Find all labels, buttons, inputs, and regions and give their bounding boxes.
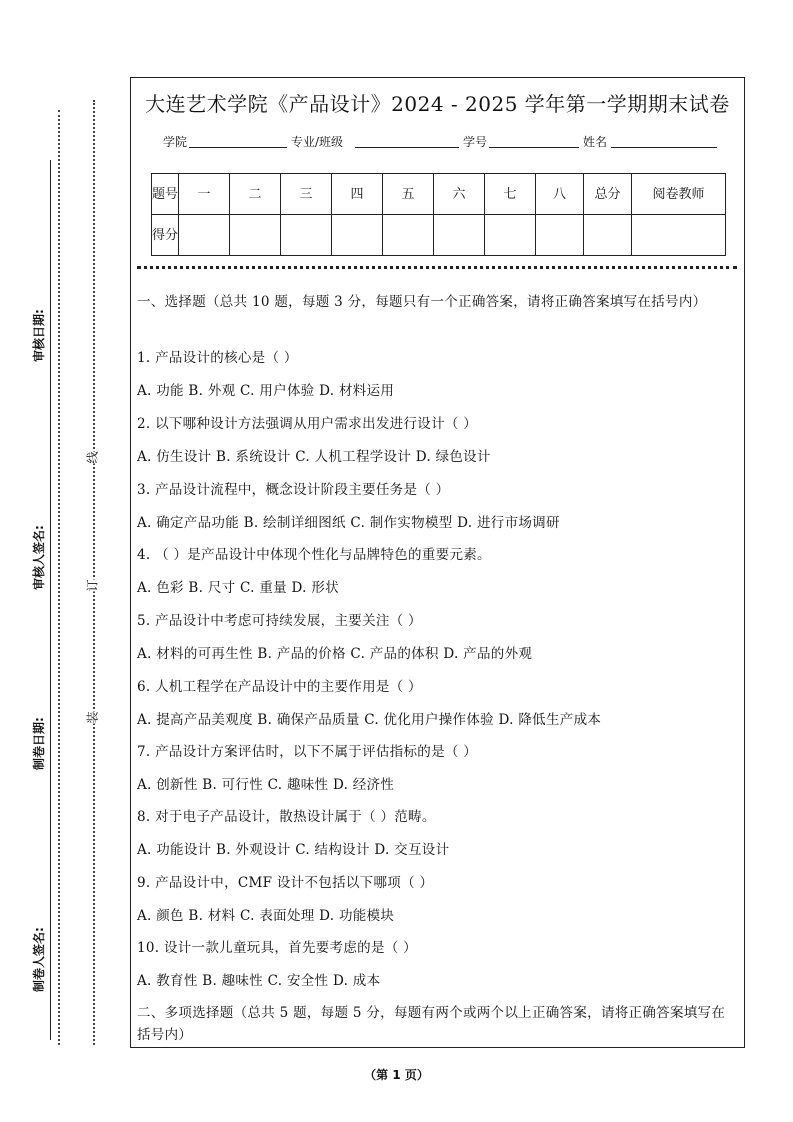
question-3-options: A. 确定产品功能 B. 绘制详细图纸 C. 制作实物模型 D. 进行市场调研	[137, 515, 560, 531]
question-8: 8. 对于电子产品设计，散热设计属于（ ）范畴。	[137, 809, 436, 825]
exam-frame	[130, 77, 745, 1048]
score-cell-6[interactable]	[434, 215, 485, 256]
score-cell-2[interactable]	[230, 215, 281, 256]
question-6: 6. 人机工程学在产品设计中的主要作用是（ ）	[137, 679, 422, 695]
score-cell-grader[interactable]	[632, 215, 726, 256]
question-4: 4. （ ）是产品设计中体现个性化与品牌特色的重要元素。	[137, 547, 491, 563]
margin-dotted-line	[58, 110, 60, 1045]
row-label-score: 得分	[152, 215, 179, 256]
exam-title: 大连艺术学院《产品设计》2024 - 2025 学年第一学期期末试卷	[145, 92, 730, 116]
binding-char-ding: 订	[83, 579, 102, 591]
college-field[interactable]	[189, 147, 287, 148]
margin-line-outer	[50, 160, 51, 1040]
question-7: 7. 产品设计方案评估时，以下不属于评估指标的是（ ）	[137, 744, 478, 760]
question-5: 5. 产品设计中考虑可持续发展，主要关注（ ）	[137, 613, 422, 629]
score-cell-7[interactable]	[485, 215, 536, 256]
col-header-5: 五	[383, 174, 434, 215]
question-10: 10. 设计一款儿童玩具，首先要考虑的是（ ）	[137, 940, 417, 956]
question-8-options: A. 功能设计 B. 外观设计 C. 结构设计 D. 交互设计	[137, 842, 450, 858]
col-header-4: 四	[332, 174, 383, 215]
question-9-options: A. 颜色 B. 材料 C. 表面处理 D. 功能模块	[137, 908, 395, 924]
student-id-label: 学号	[463, 135, 488, 149]
score-cell-5[interactable]	[383, 215, 434, 256]
question-1-options: A. 功能 B. 外观 C. 用户体验 D. 材料运用	[137, 383, 395, 399]
col-header-1: 一	[179, 174, 230, 215]
score-table	[151, 173, 726, 256]
col-header-total: 总分	[584, 174, 632, 215]
section1-heading: 一、选择题（总共 10 题，每题 3 分，每题只有一个正确答案，请将正确答案填写在括号内）	[137, 294, 707, 310]
question-5-options: A. 材料的可再生性 B. 产品的价格 C. 产品的体积 D. 产品的外观	[137, 646, 533, 662]
binding-dotted-line	[93, 100, 95, 1045]
name-field[interactable]	[611, 147, 717, 148]
name-label: 姓名	[583, 135, 608, 149]
maker-sign-label: 制卷人签名:	[32, 927, 46, 992]
student-id-field[interactable]	[489, 147, 579, 148]
question-3: 3. 产品设计流程中，概念设计阶段主要任务是（ ）	[137, 482, 450, 498]
score-cell-1[interactable]	[179, 215, 230, 256]
major-class-field[interactable]	[355, 147, 459, 148]
reviewer-sign-label: 审核人签名:	[32, 525, 46, 590]
col-header-2: 二	[230, 174, 281, 215]
maker-date-label: 制卷日期:	[32, 717, 46, 770]
question-7-options: A. 创新性 B. 可行性 C. 趣味性 D. 经济性	[137, 777, 395, 793]
col-header-7: 七	[485, 174, 536, 215]
section2-heading: 二、多项选择题（总共 5 题，每题 5 分，每题有两个或两个以上正确答案，请将正确答案填写在括号内）	[137, 1005, 726, 1043]
page-number: （第 1 页）	[364, 1068, 429, 1082]
question-2: 2. 以下哪种设计方法强调从用户需求出发进行设计（ ）	[137, 416, 478, 432]
col-header-3: 三	[281, 174, 332, 215]
score-cell-8[interactable]	[536, 215, 584, 256]
score-table-header-row	[152, 174, 726, 215]
binding-char-zhuang: 装	[83, 711, 102, 723]
question-2-options: A. 仿生设计 B. 系统设计 C. 人机工程学设计 D. 绿色设计	[137, 449, 491, 465]
student-info-row	[163, 133, 723, 151]
dotted-separator	[137, 266, 737, 273]
question-6-options: A. 提高产品美观度 B. 确保产品质量 C. 优化用户操作体验 D. 降低生产成本	[137, 712, 602, 728]
review-date-label: 审核日期:	[32, 309, 46, 362]
question-9: 9. 产品设计中，CMF 设计不包括以下哪项（ ）	[137, 875, 434, 891]
col-header-6: 六	[434, 174, 485, 215]
score-cell-3[interactable]	[281, 215, 332, 256]
binding-char-xian: 线	[83, 451, 102, 463]
major-class-label: 专业/班级	[291, 135, 344, 149]
col-header-grader: 阅卷教师	[632, 174, 726, 215]
row-label-question-no: 题号	[152, 174, 179, 215]
question-4-options: A. 色彩 B. 尺寸 C. 重量 D. 形状	[137, 580, 339, 596]
col-header-8: 八	[536, 174, 584, 215]
question-1: 1. 产品设计的核心是（ ）	[137, 350, 298, 366]
question-10-options: A. 教育性 B. 趣味性 C. 安全性 D. 成本	[137, 973, 381, 989]
score-table-score-row	[152, 215, 726, 256]
score-cell-total[interactable]	[584, 215, 632, 256]
college-label: 学院	[163, 135, 188, 149]
score-cell-4[interactable]	[332, 215, 383, 256]
